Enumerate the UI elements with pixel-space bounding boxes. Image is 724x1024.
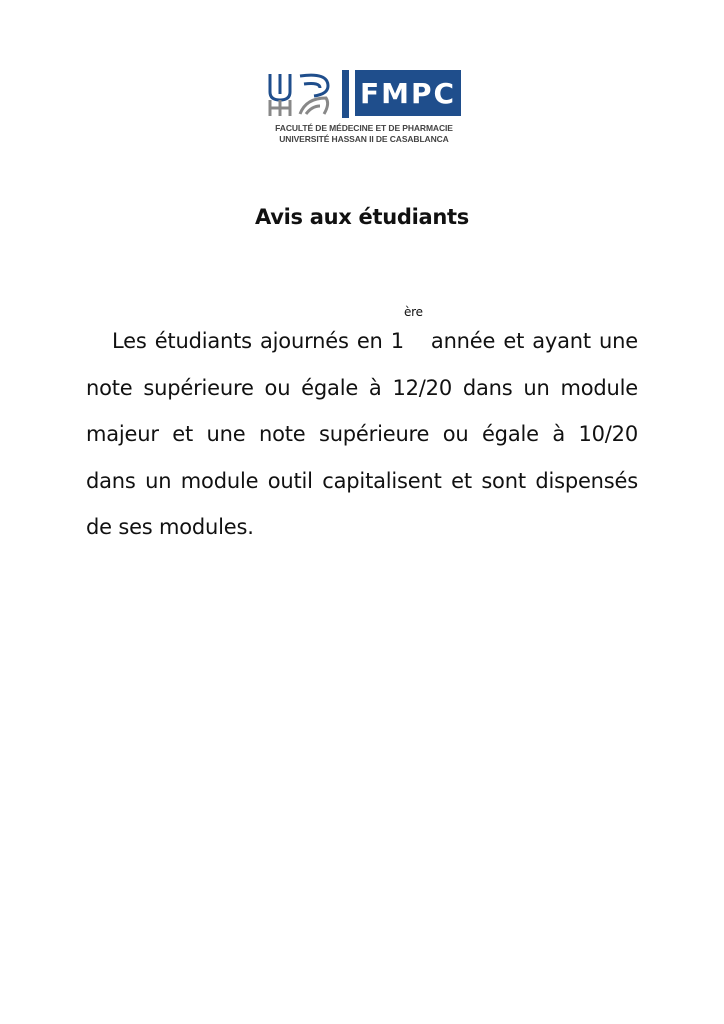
uh2c-university-mark-icon xyxy=(266,70,338,118)
logo-acronym: FMPC xyxy=(355,70,461,116)
page-title: Avis aux étudiants xyxy=(255,205,469,229)
faculty-logo xyxy=(264,68,464,148)
paragraph-text-rest: année et ayant une note supérieure ou égale à 12/20 dans un module majeur et une note supérieure ou égale à 10/20 dans un module outil capitalisent et sont dispensés de ses modules. xyxy=(86,329,638,539)
notice-paragraph xyxy=(86,305,638,551)
logo-university-name: UNIVERSITÉ HASSAN II DE CASABLANCA xyxy=(279,134,449,144)
paragraph-text-start: Les étudiants ajournés en 1 xyxy=(112,329,404,353)
logo-divider-bar xyxy=(342,70,349,118)
logo-faculty-name: FACULTÉ DE MÉDECINE ET DE PHARMACIE xyxy=(275,123,453,133)
ordinal-superscript: ère xyxy=(403,305,423,319)
